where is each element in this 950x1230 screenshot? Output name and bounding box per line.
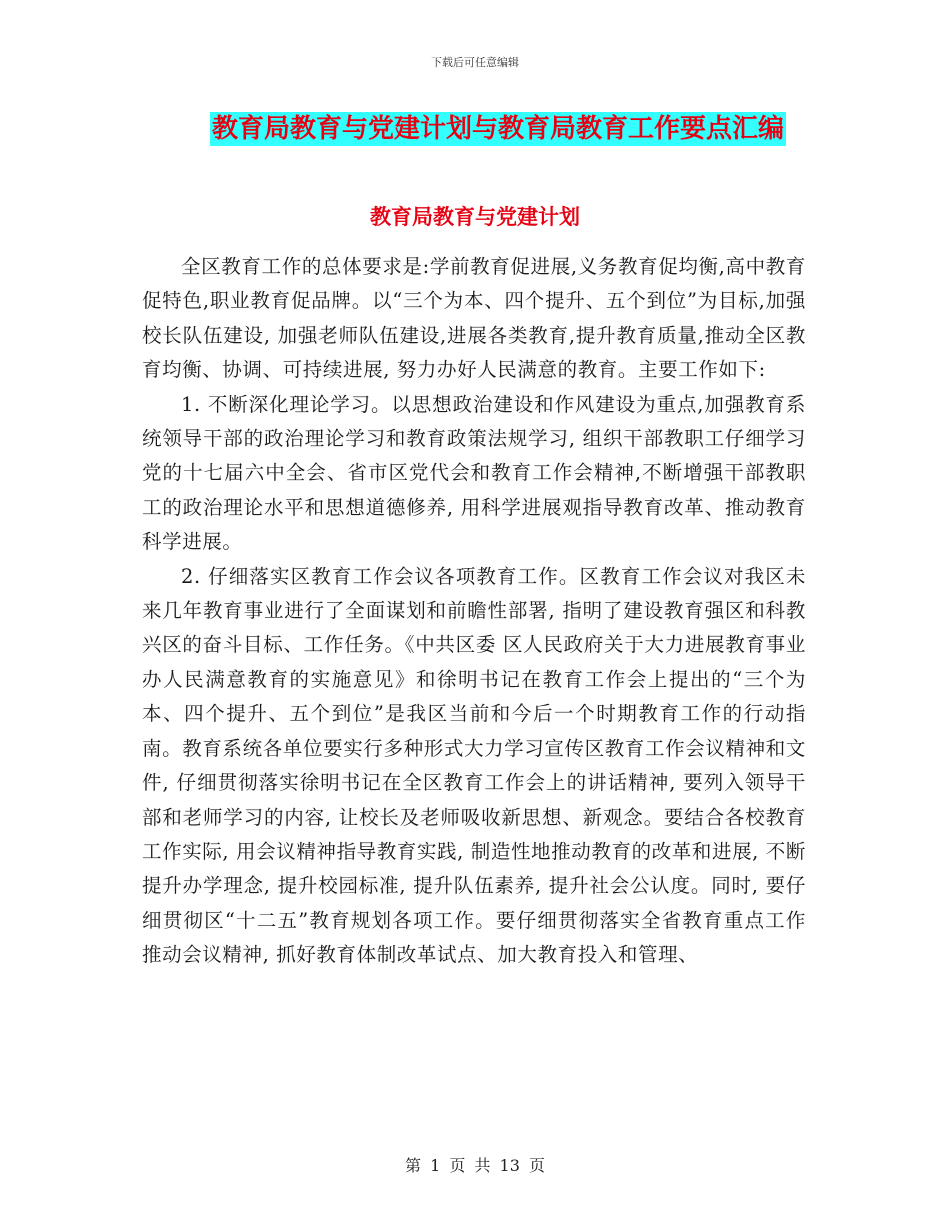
header-note: 下载后可任意编辑 <box>431 56 519 69</box>
document-title-container <box>0 112 950 146</box>
paragraph-item-2: 2. 仔细落实区教育工作会议各项教育工作。区教育工作会议对我区未来几年教育事业进行了全面谋划和前瞻性部署, 指明了建设教育强区和科教兴区的奋斗目标、工作任务。《中共区委 区人民政府关于大力进展教育事业办人民满意教育的实施意见》和徐明书记在教育工作会上提出的“三个为本、四个提升、五个到位”是我区当前和今后一个时期教育工作的行动指南。教育系统各单位要实行多种形式大力学习宣传区教育工作会议精神和文件, 仔细贯彻落实徐明书记在全区教育工作会上的讲话精神, 要列入领导干部和老师学习的内容, 让校长及老师吸收新思想、新观念。要结合各校教育工作实际, 用会议精神指导教育实践, 制造性地推动教育的改革和进展, 不断提升办学理念, 提升校园标准, 提升队伍素养, 提升社会公认度。同时, 要仔细贯彻区“十二五”教育规划各项工作。要仔细贯彻落实全省教育重点工作推动会议精神, 抓好教育体制改革试点、加大教育投入和管理、 <box>142 564 806 967</box>
section-title: 教育局教育与党建计划 <box>370 205 580 229</box>
paragraph-item-1: 1. 不断深化理论学习。以思想政治建设和作风建设为重点,加强教育系统领导干部的政治理论学习和教育政策法规学习, 组织干部教职工仔细学习党的十七届六中全会、省市区党代会和教育工作会精神,不断增强干部教职工的政治理论水平和思想道德修养, 用科学进展观指导教育改革、推动教育科学进展。 <box>142 392 806 554</box>
paragraph-intro: 全区教育工作的总体要求是:学前教育促进展,义务教育促均衡,高中教育促特色,职业教育促品牌。以“三个为本、四个提升、五个到位”为目标,加强校长队伍建设, 加强老师队伍建设,进展各类教育,提升教育质量,推动全区教育均衡、协调、可持续进展, 努力办好人民满意的教育。主要工作如下: <box>142 255 806 382</box>
page-footer: 第 1 页 共 13 页 <box>405 1156 545 1175</box>
document-title: 教育局教育与党建计划与教育局教育工作要点汇编 <box>211 114 784 144</box>
body-text <box>142 250 806 973</box>
